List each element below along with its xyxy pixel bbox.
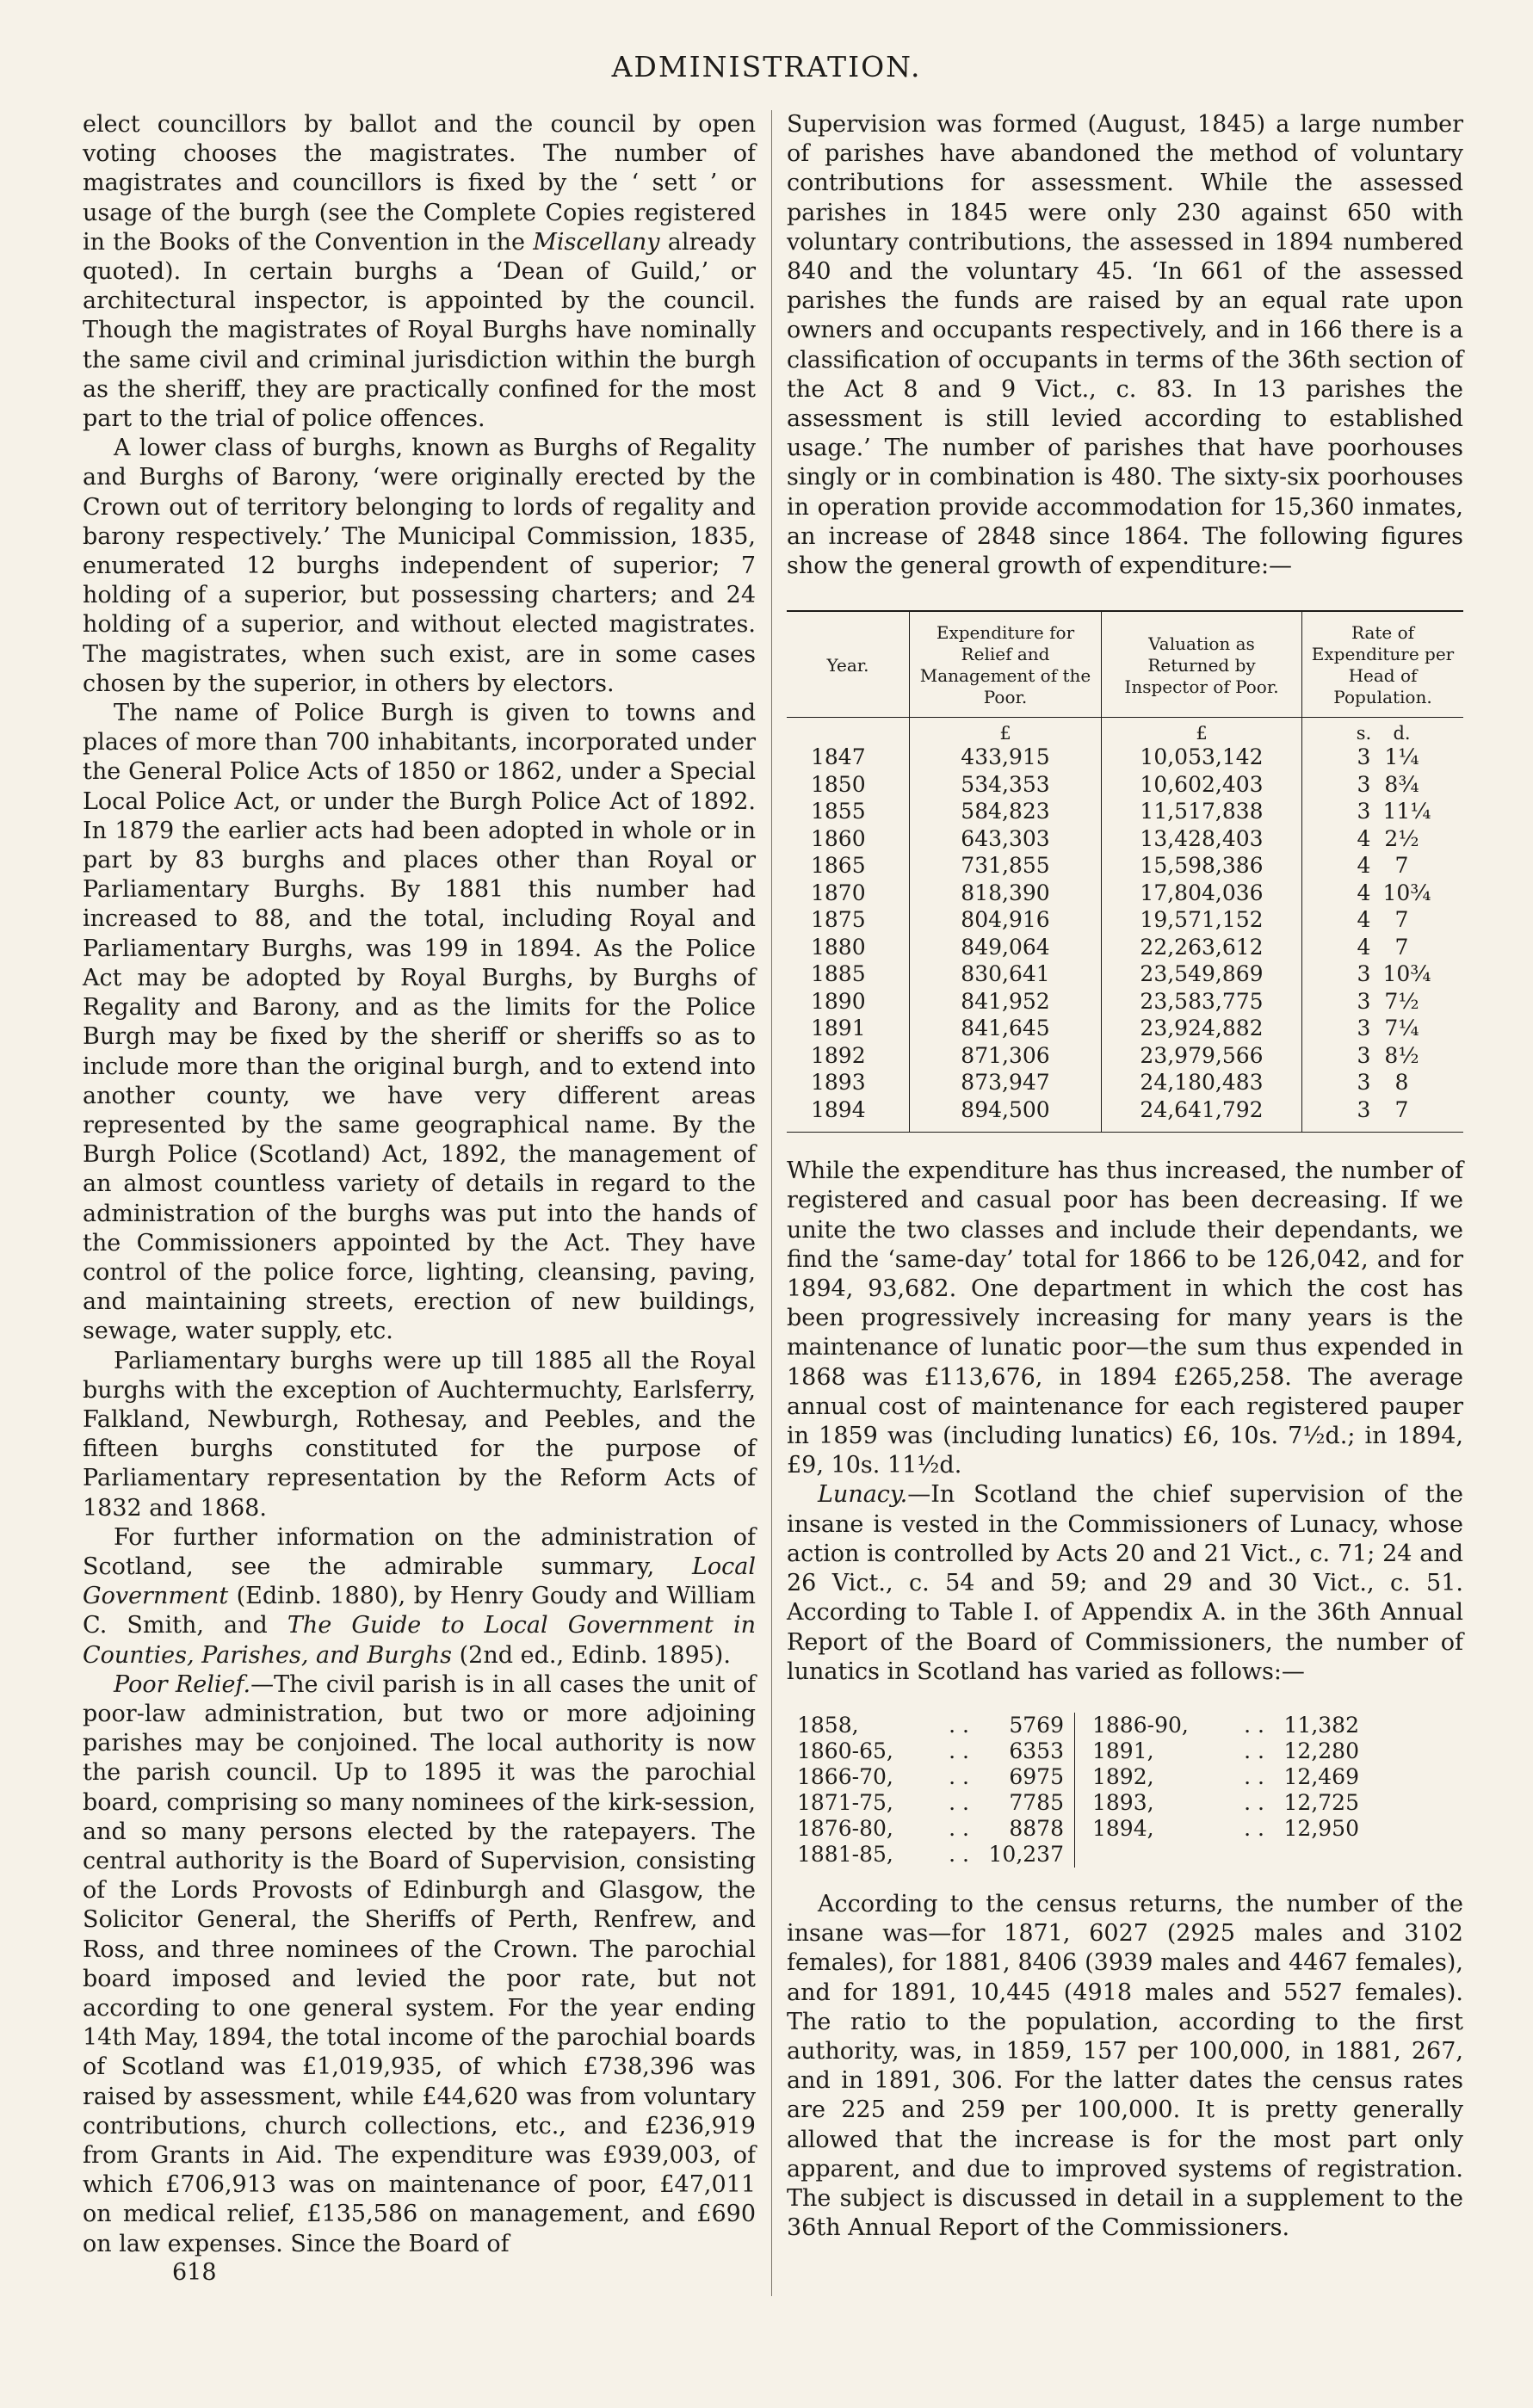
lunacy-table: [787, 1713, 1463, 1868]
paragraph-census-returns: According to the census returns, the number of the insane was—for 1871, 6027 (2925 males and 3102 females), for 1881, 8406 (3939 males and 4467 females), and for 1891, 10,445 (4918 males and 5527 females). The ratio to the population, according to the first authority, was, in 1859, 157 per 100,000, in 1881, 267, and in 1891, 306. For the latter dates the census rates are 225 and 259 per 100,000. It is pretty generally allowed that the increase is for the most part only apparent, and due to improved systems of registration. The subject is discussed in detail in a supplement to the 36th Annual Report of the Commissioners.: [787, 1890, 1463, 2242]
cell-year: 1850: [811, 771, 866, 797]
cell-expenditure: 841,645: [910, 1015, 1102, 1042]
cell-rate-pence: 7: [1394, 853, 1409, 879]
cell-rate: [1302, 880, 1464, 907]
cell-year: 1865: [811, 853, 866, 879]
cell-valuation: 11,517,838: [1102, 798, 1302, 825]
cell-rate-shillings: 3: [1357, 1096, 1371, 1122]
cell-rate: [1302, 744, 1464, 771]
table-row: [787, 988, 1463, 1016]
cell-expenditure: 731,855: [910, 852, 1102, 880]
cell-year: 1891: [811, 1016, 866, 1041]
lunacy-table-left: [787, 1713, 1074, 1868]
cell-rate: [1302, 1015, 1464, 1042]
cell-valuation: 13,428,403: [1102, 825, 1302, 853]
cell-rate-shillings: 3: [1357, 1016, 1371, 1041]
lunacy-count: 12,469: [1283, 1763, 1359, 1789]
cell-rate-pence: 7¼: [1384, 1016, 1419, 1041]
cell-valuation: 23,924,882: [1102, 1015, 1302, 1042]
running-title: ADMINISTRATION.: [611, 50, 922, 83]
cell-rate-pence: 7: [1394, 934, 1409, 960]
leader-dots: . .: [949, 1789, 969, 1815]
cell-rate-shillings: 3: [1357, 961, 1371, 987]
table-row: [787, 880, 1463, 907]
cell-valuation: 23,549,869: [1102, 960, 1302, 988]
lunacy-period: 1860-65, . .: [797, 1738, 978, 1764]
cell-valuation: 22,263,612: [1102, 934, 1302, 961]
unit-expenditure: £: [910, 718, 1102, 744]
cell-year: 1894: [811, 1096, 866, 1122]
cell-rate: [1302, 960, 1464, 988]
cell-rate-shillings: 3: [1357, 771, 1371, 797]
lunacy-period: 1881-85, . .: [797, 1842, 978, 1868]
cell-rate-pence: 8½: [1384, 1042, 1419, 1068]
cell-expenditure: 841,952: [910, 988, 1102, 1016]
cell-expenditure: 433,915: [910, 744, 1102, 771]
lunacy-count: 5769: [1009, 1712, 1064, 1738]
cell-year: 1885: [811, 961, 866, 987]
cell-expenditure: 873,947: [910, 1069, 1102, 1096]
cell-expenditure: 534,353: [910, 771, 1102, 799]
cell-rate-shillings: 4: [1357, 907, 1371, 933]
cell-rate-pence: 7: [1394, 907, 1409, 933]
leader-dots: . .: [949, 1763, 969, 1789]
lunacy-row: [797, 1790, 1064, 1816]
lunacy-row: [797, 1816, 1064, 1842]
lunacy-row: [797, 1713, 1064, 1738]
paragraph-police-burgh: The name of Police Burgh is given to towns and places of more than 700 inhabitants, incorporated under the General Police Acts of 1850 or 1862, under a Special Local Police Act, or under the Burgh Police Act of 1892. In 1879 the earlier acts had been adopted in whole or in part by 83 burghs and places other than Royal or Parliamentary Burghs. By 1881 this number had increased to 88, and the total, including Royal and Parliamentary Burghs, was 199 in 1894. As the Police Act may be adopted by Royal Burghs, by Burghs of Regality and Barony, and as the limits for the Police Burgh may be fixed by the sheriff or sheriffs so as to include more than the original burgh, and to extend into another county, we have very different areas represented by the same geographical name. By the Burgh Police (Scotland) Act, 1892, the management of an almost countless variety of details in regard to the administration of the burghs was put into the hands of the Commissioners appointed by the Act. They have control of the police force, lighting, cleansing, paving, and maintaining streets, erection of new buildings, sewage, water supply, etc.: [83, 700, 756, 1345]
cell-rate: [1302, 771, 1464, 799]
table-row: [787, 771, 1463, 799]
cell-year: 1890: [811, 988, 866, 1014]
unit-valuation: £: [1102, 718, 1302, 744]
cell-rate: [1302, 798, 1464, 825]
cell-year: 1875: [811, 907, 866, 933]
lunacy-row: [1092, 1764, 1359, 1790]
lunacy-count: 12,725: [1283, 1789, 1359, 1815]
lunacy-row: [797, 1842, 1064, 1868]
lunacy-count: 12,950: [1283, 1815, 1359, 1841]
lunacy-period: 1886-90, . .: [1092, 1713, 1273, 1738]
lunacy-count: 8878: [1009, 1815, 1064, 1841]
leader-dots: . .: [1244, 1738, 1264, 1763]
leader-dots: . .: [1244, 1712, 1264, 1738]
paragraph-burgh-magistrates: elect councillors by ballot and the council by open voting chooses the magistrates. The number of magistrates and councillors is fixed by the ‘ sett ’ or usage of the burgh (see the Complete Copies registered in the Books of the Convention in the Miscellany already quoted). In certain burghs a ‘Dean of Guild,’ or architectural inspector, is appointed by the council. Though the magistrates of Royal Burghs have nominally the same civil and criminal jurisdiction within the burgh as the sheriff, they are practically confined for the most part to the trial of police offences.: [83, 111, 756, 433]
lunacy-period: 1858, . .: [797, 1713, 978, 1738]
lunacy-table-right: [1074, 1713, 1369, 1868]
cell-rate-pence: 7: [1394, 1096, 1409, 1122]
cell-expenditure: 818,390: [910, 880, 1102, 907]
table-row: [787, 934, 1463, 961]
lunacy-period: 1876-80, . .: [797, 1816, 978, 1842]
lunacy-period: 1892, . .: [1092, 1764, 1273, 1790]
leader-dots: . .: [949, 1738, 969, 1763]
cell-rate: [1302, 852, 1464, 880]
leader-dots: . .: [949, 1712, 969, 1738]
table-units-row: [787, 718, 1463, 744]
table-row: [787, 1069, 1463, 1096]
cell-year: 1860: [811, 825, 866, 851]
cell-year: 1870: [811, 880, 866, 905]
table-row: [787, 906, 1463, 934]
lunacy-row: [1092, 1713, 1359, 1738]
table-row: [787, 825, 1463, 853]
table-row: [787, 1096, 1463, 1133]
cell-rate: [1302, 825, 1464, 853]
paragraph-further-information: For further information on the administration of Scotland, see the admirable summary, Local Government (Edinb. 1880), by Henry Goudy and William C. Smith, and The Guide to Local Government in Counties, Parishes, and Burghs (2nd ed., Edinb. 1895).: [83, 1523, 756, 1669]
cell-rate: [1302, 934, 1464, 961]
paragraph-parliamentary-burghs: Parliamentary burghs were up till 1885 all the Royal burghs with the exception of Auchtermuchty, Earlsferry, Falkland, Newburgh, Rothesay, and Peebles, and the fifteen burghs constituted for the purpose of Parliamentary representation by the Reform Acts of 1832 and 1868.: [83, 1347, 756, 1522]
lunacy-period: 1871-75, . .: [797, 1790, 978, 1816]
cell-expenditure: 894,500: [910, 1096, 1102, 1133]
lunacy-period: 1893, . .: [1092, 1790, 1273, 1816]
cell-rate-shillings: 3: [1357, 744, 1371, 770]
cell-valuation: 10,602,403: [1102, 771, 1302, 799]
left-column: [83, 110, 756, 2259]
cell-rate-pence: 8: [1394, 1070, 1409, 1096]
paragraph-lunacy: Lunacy.—In Scotland the chief supervision of the insane is vested in the Commissioners of Lunacy, whose action is controlled by Acts 20 and 21 Vict., c. 71; 24 and 26 Vict., c. 54 and 59; and 29 and 30 Vict., c. 51. According to Table I. of Appendix A. in the 36th Annual Report of the Board of Commissioners, the number of lunatics in Scotland has varied as follows:—: [787, 1481, 1463, 1685]
table-row: [787, 852, 1463, 880]
cell-rate-shillings: 3: [1357, 1042, 1371, 1068]
cell-valuation: 24,180,483: [1102, 1069, 1302, 1096]
cell-rate-pence: 1¼: [1384, 744, 1419, 770]
table-row: [787, 1015, 1463, 1042]
lunacy-row: [1092, 1790, 1359, 1816]
cell-year: 1892: [811, 1042, 866, 1068]
lunacy-count: 6975: [1009, 1763, 1064, 1789]
unit-pence: d.: [1393, 723, 1411, 744]
paragraph-poor-relief: Poor Relief.—The civil parish is in all cases the unit of poor-law administration, but two or more adjoining parishes may be conjoined. The local authority is now the parish council. Up to 1895 it was the parochial board, comprising so many nominees of the kirk-session, and so many persons elected by the ratepayers. The central authority is the Board of Supervision, consisting of the Lords Provosts of Edinburgh and Glasgow, the Solicitor General, the Sheriffs of Perth, Renfrew, and Ross, and three nominees of the Crown. The parochial board imposed and levied the poor rate, but not according to one general system. For the year ending 14th May, 1894, the total income of the parochial boards of Scotland was £1,019,935, of which £738,396 was raised by assessment, while £44,620 was from voluntary contributions, church collections, etc., and £236,919 from Grants in Aid. The expenditure was £939,003, of which £706,913 was on maintenance of poor, £47,011 on medical relief, £135,586 on management, and £690 on law expenses. Since the Board of: [83, 1670, 756, 2257]
cell-rate-shillings: 4: [1357, 853, 1371, 879]
cell-rate: [1302, 906, 1464, 934]
cell-rate-shillings: 4: [1357, 934, 1371, 960]
paragraph-supervision: Supervision was formed (August, 1845) a large number of parishes have abandoned the method of voluntary contributions for assessment. While the assessed parishes in 1845 were only 230 against 650 with voluntary contributions, the assessed in 1894 numbered 840 and the voluntary 45. ‘In 661 of the assessed parishes the funds are raised by an equal rate upon owners and occupants respectively, and in 166 there is a classification of occupants in terms of the 36th section of the Act 8 and 9 Vict., c. 83. In 13 parishes the assessment is still levied according to established usage.’ The number of parishes that have poorhouses singly or in combination is 480. The sixty-six poorhouses in operation provide accommodation for 15,360 inmates, an increase of 2848 since 1864. The following figures show the general growth of expenditure:—: [787, 111, 1463, 580]
table-row: [787, 960, 1463, 988]
cell-rate: [1302, 1069, 1464, 1096]
paragraph-burghs-of-regality: A lower class of burghs, known as Burghs of Regality and Burghs of Barony, ‘were originally erected by the Crown out of territory belonging to lords of regality and barony respectively.’ The Municipal Commission, 1835, enumerated 12 burghs independent of superior; 7 holding of a superior, but possessing charters; and 24 holding of a superior, and without elected magistrates. The magistrates, when such exist, are in some cases chosen by the superior, in others by electors.: [83, 435, 756, 697]
lunacy-row: [797, 1738, 1064, 1764]
cell-rate-pence: 8¾: [1384, 771, 1419, 797]
cell-expenditure: 830,641: [910, 960, 1102, 988]
cell-rate-pence: 11¼: [1382, 799, 1431, 824]
table-row: [787, 1042, 1463, 1070]
cell-year: 1893: [811, 1070, 866, 1096]
unit-shillings: s.: [1356, 723, 1372, 744]
leader-dots: . .: [949, 1815, 969, 1841]
cell-rate-shillings: 3: [1357, 799, 1371, 824]
cell-rate-shillings: 4: [1357, 825, 1371, 851]
lunacy-count: 7785: [1009, 1789, 1064, 1815]
cell-valuation: 15,598,386: [1102, 852, 1302, 880]
lunacy-row: [1092, 1738, 1359, 1764]
cell-rate: [1302, 1042, 1464, 1070]
column-divider: [771, 110, 772, 2296]
paragraph-expenditure-increase: While the expenditure has thus increased, the number of registered and casual poor has been decreasing. If we unite the two classes and include their dependants, we find the ‘same-day’ total for 1866 to be 126,042, and for 1894, 93,682. One department in which the cost has been progressively increasing for many years is the maintenance of lunatic poor—the sum thus expended in 1868 was £113,676, in 1894 £265,258. The average annual cost of maintenance for each registered pauper in 1859 was (including lunatics) £6, 10s. 7½d.; in 1894, £9, 10s. 11½d.: [787, 1158, 1463, 1479]
cell-rate-pence: 10¾: [1382, 961, 1431, 987]
table-row: [787, 798, 1463, 825]
header-rate: Rate of Expenditure per Head of Population.: [1302, 611, 1464, 718]
leader-dots: . .: [1244, 1789, 1264, 1815]
cell-rate: [1302, 988, 1464, 1016]
leader-dots: . .: [949, 1841, 969, 1867]
lunacy-row: [797, 1764, 1064, 1790]
cell-rate-pence: 2½: [1384, 825, 1419, 851]
cell-valuation: 10,053,142: [1102, 744, 1302, 771]
lunacy-row: [1092, 1816, 1359, 1842]
page-number: 618: [172, 2259, 217, 2286]
cell-expenditure: 584,823: [910, 798, 1102, 825]
lunacy-count: 12,280: [1283, 1738, 1359, 1763]
cell-valuation: 24,641,792: [1102, 1096, 1302, 1133]
lunacy-count: 11,382: [1283, 1712, 1359, 1738]
lunacy-count: 6353: [1009, 1738, 1064, 1763]
cell-year: 1880: [811, 934, 866, 960]
cell-rate-shillings: 3: [1357, 988, 1371, 1014]
cell-rate: [1302, 1096, 1464, 1133]
cell-valuation: 23,583,775: [1102, 988, 1302, 1016]
leader-dots: . .: [1244, 1763, 1264, 1789]
cell-expenditure: 849,064: [910, 934, 1102, 961]
cell-expenditure: 643,303: [910, 825, 1102, 853]
table-row: [787, 744, 1463, 771]
lunacy-period: 1894, . .: [1092, 1816, 1273, 1842]
leader-dots: . .: [1244, 1815, 1264, 1841]
lunacy-period: 1866-70, . .: [797, 1764, 978, 1790]
cell-year: 1855: [811, 799, 866, 824]
header-valuation: Valuation as Returned by Inspector of Poor.: [1102, 611, 1302, 718]
cell-year: 1847: [811, 744, 866, 770]
cell-rate-shillings: 4: [1357, 880, 1371, 905]
right-column: [787, 110, 1463, 2243]
cell-valuation: 17,804,036: [1102, 880, 1302, 907]
lunacy-count: 10,237: [988, 1841, 1064, 1867]
cell-valuation: 19,571,152: [1102, 906, 1302, 934]
header-expenditure: Expenditure for Relief and Management of the Poor.: [910, 611, 1102, 718]
cell-valuation: 23,979,566: [1102, 1042, 1302, 1070]
cell-rate-shillings: 3: [1357, 1070, 1371, 1096]
lunacy-period: 1891, . .: [1092, 1738, 1273, 1764]
cell-rate-pence: 10¾: [1382, 880, 1431, 905]
expenditure-table: [787, 610, 1463, 1133]
cell-expenditure: 871,306: [910, 1042, 1102, 1070]
header-year: Year.: [787, 611, 910, 718]
cell-expenditure: 804,916: [910, 906, 1102, 934]
cell-rate-pence: 7½: [1384, 988, 1419, 1014]
